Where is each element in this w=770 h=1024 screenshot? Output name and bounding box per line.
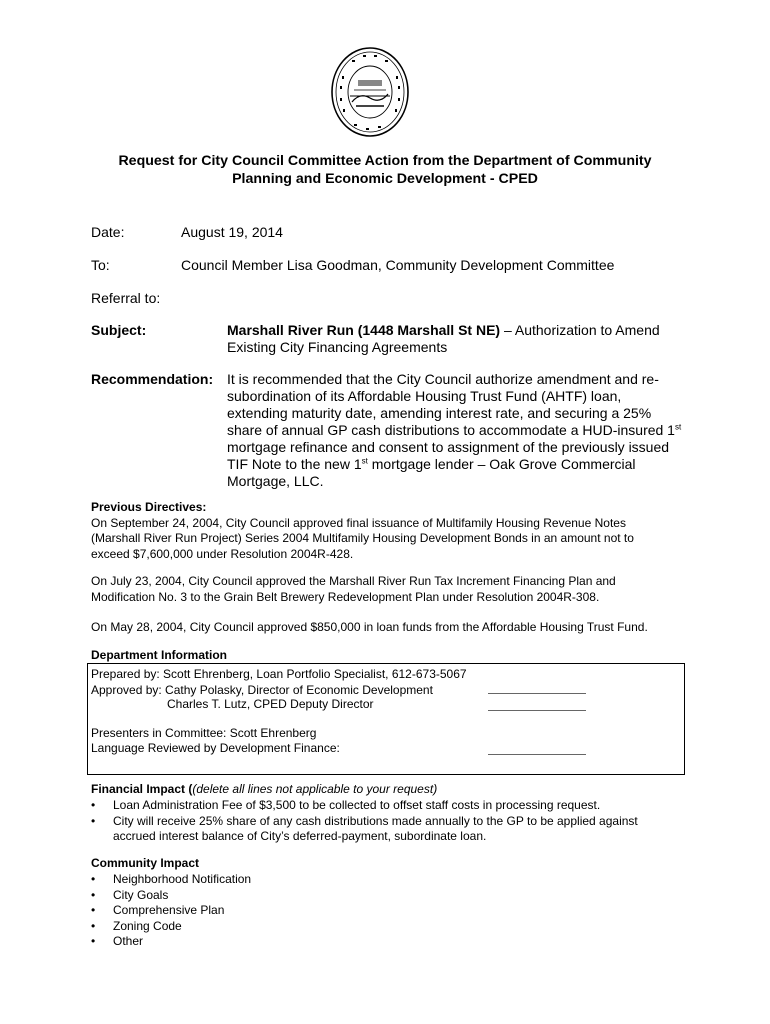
bullet: •	[91, 798, 96, 812]
approved-by-2: Charles T. Lutz, CPED Deputy Director	[167, 697, 374, 711]
language-reviewed: Language Reviewed by Development Finance:	[91, 741, 340, 755]
recommendation-line: extending maturity date, amending interest rate, and securing a 25%	[227, 405, 652, 421]
community-impact-heading: Community Impact	[91, 856, 200, 870]
signature-line	[488, 754, 586, 755]
subject-project: Marshall River Run (1448 Marshall St NE)	[227, 322, 501, 338]
recommendation-line: TIF Note to the new 1	[227, 456, 362, 472]
referral-label: Referral to:	[91, 290, 161, 306]
list-item	[91, 934, 691, 950]
previous-directives-section	[91, 500, 691, 562]
subject-text: – Authorization to Amend	[500, 322, 660, 338]
directive-paragraph-2	[91, 574, 691, 605]
list-item-text: City Goals	[113, 887, 169, 902]
list-item	[91, 903, 691, 919]
date-label: Date:	[91, 224, 125, 240]
recommendation-line: It is recommended that the City Council authorize amendment and re-	[227, 371, 659, 387]
presenters-in-committee: Presenters in Committee: Scott Ehrenberg	[91, 726, 317, 740]
page-title	[60, 152, 710, 188]
to-label: To:	[91, 257, 110, 273]
directive-line: On September 24, 2004, City Council approved final issuance of Multifamily Housing Revenue Notes	[91, 515, 626, 530]
bullet: •	[91, 934, 96, 949]
recommendation-line: mortgage refinance and consent to assignment of the previously issued	[227, 439, 670, 455]
to-value: Council Member Lisa Goodman, Community Development Committee	[181, 257, 615, 273]
financial-heading-text: Financial Impact	[91, 782, 186, 796]
community-impact-list	[91, 872, 691, 950]
financial-heading-note: (delete all lines not applicable to your request)	[192, 782, 438, 796]
bullet: •	[91, 903, 96, 918]
recommendation-line: subordination of its Affordable Housing Trust Fund (AHTF) loan,	[227, 388, 622, 404]
directive-line: Modification No. 3 to the Grain Belt Brewery Redevelopment Plan under Resolution 2004R-308.	[91, 589, 600, 604]
list-item	[91, 888, 691, 904]
superscript-st: st	[361, 456, 368, 466]
financial-impact-list	[91, 798, 691, 845]
bullet: •	[91, 813, 96, 828]
list-item	[91, 798, 691, 814]
recommendation-label: Recommendation:	[91, 371, 214, 387]
list-item	[91, 814, 691, 845]
directive-paragraph-3	[91, 620, 691, 636]
list-item-text: City will receive 25% share of any cash distributions made annually to the GP to be applied against	[113, 813, 638, 828]
list-item-text: Other	[113, 934, 144, 949]
title-line-1: Request for City Council Committee Action from the Department of Community	[118, 153, 652, 169]
recommendation-line: mortgage lender – Oak Grove Commercial	[367, 456, 636, 472]
approved-by: Approved by: Cathy Polasky, Director of Economic Development	[91, 683, 433, 697]
list-item	[91, 919, 691, 935]
recommendation-line: Mortgage, LLC.	[227, 473, 324, 489]
directive-line: (Marshall River Run Project) Series 2004 Multifamily Housing Development Bonds in an amount not to	[91, 531, 634, 545]
list-item-text: Neighborhood Notification	[113, 872, 252, 886]
list-item-text: Zoning Code	[113, 918, 182, 933]
directive-line: On May 28, 2004, City Council approved $850,000 in loan funds from the Affordable Housing Trust Fund.	[91, 620, 648, 634]
department-heading: Department Information	[91, 648, 228, 662]
recommendation-line: share of annual GP cash distributions to accommodate a HUD-insured 1	[227, 422, 675, 438]
date-value: August 19, 2014	[181, 224, 283, 240]
open-paren: (	[188, 782, 193, 796]
prepared-by: Prepared by: Scott Ehrenberg, Loan Portfolio Specialist, 612-673-5067	[91, 667, 467, 681]
subject-label: Subject:	[91, 322, 147, 338]
financial-impact-heading	[91, 782, 691, 798]
directive-line: exceed $7,600,000 under Resolution 2004R-428.	[91, 546, 354, 561]
bullet: •	[91, 918, 96, 933]
list-item	[91, 872, 691, 888]
subject-line-2: Existing City Financing Agreements	[227, 339, 448, 355]
list-item-text: Comprehensive Plan	[113, 903, 225, 918]
city-seal-logo	[330, 46, 410, 138]
superscript-st: st	[674, 422, 682, 432]
subject-value	[227, 322, 687, 356]
list-item-text: Loan Administration Fee of $3,500 to be collected to offset staff costs in processing request.	[113, 798, 601, 812]
bullet: •	[91, 887, 96, 902]
signature-line	[488, 693, 586, 694]
signature-line	[488, 710, 586, 711]
directive-line: On July 23, 2004, City Council approved the Marshall River Run Tax Increment Financing Plan and	[91, 574, 616, 588]
bullet: •	[91, 872, 96, 886]
previous-directives-heading: Previous Directives:	[91, 500, 207, 514]
list-item-text: accrued interest balance of City’s deferred-payment, subordinate loan.	[113, 829, 487, 844]
recommendation-text	[227, 371, 697, 490]
title-line-2: Planning and Economic Development - CPED	[232, 171, 538, 187]
